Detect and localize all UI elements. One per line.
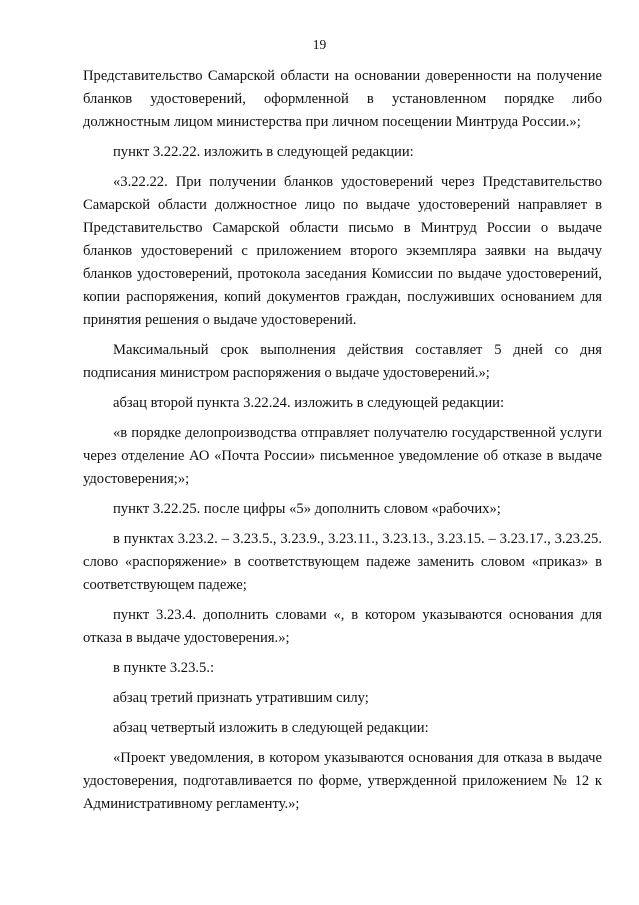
paragraph-fourth-abzac: абзац четвертый изложить в следующей редакции: bbox=[113, 720, 429, 736]
paragraph-notice-project: «Проект уведомления, в котором указываются основания для отказа в выдаче удостоверения, подготавливается по форме, утвержденной приложением № 12 к Административному регламенту.»; bbox=[83, 750, 602, 812]
paragraph-amendment-3-22-24: абзац второй пункта 3.22.24. изложить в следующей редакции: bbox=[113, 395, 505, 411]
paragraph-continuation: Представительство Самарской области на основании доверенности на получение бланков удостоверений, оформленной в установленном порядке либо должностным лицом министерства при личном посещении Минтруда России.»; bbox=[83, 68, 602, 130]
paragraph-amendment-3-23-4: пункт 3.23.4. дополнить словами «, в котором указываются основания для отказа в выдаче удостоверения.»; bbox=[83, 607, 602, 646]
paragraph-third-abzac: абзац третий признать утратившим силу; bbox=[113, 690, 369, 706]
paragraph-max-term: Максимальный срок выполнения действия составляет 5 дней со дня подписания министром распоряжения о выдаче удостоверений.»; bbox=[83, 342, 602, 381]
document-body bbox=[83, 65, 602, 823]
page-number: 19 bbox=[312, 37, 327, 52]
paragraph-amendment-3-23: в пунктах 3.23.2. – 3.23.5., 3.23.9., 3.23.11., 3.23.13., 3.23.15. – 3.23.17., 3.23.25. слово «распоряжение» в соответствующем падеже заменить словом «приказ» в соответствующем падеже; bbox=[83, 531, 602, 593]
paragraph-amendment-3-22-22: пункт 3.22.22. изложить в следующей редакции: bbox=[113, 144, 414, 160]
paragraph-3-22-24-text: «в порядке делопроизводства отправляет получателю государственной услуги через отделение АО «Почта России» письменное уведомление об отказе в выдаче удостоверения;»; bbox=[83, 425, 602, 487]
paragraph-3-22-22-text: «3.22.22. При получении бланков удостоверений через Представительство Самарской области должностное лицо по выдаче удостоверений направляет в Представительство Самарской области письмо в Минтруд России о выдаче бланков удостоверений с приложением второго экземпляра заявки на выдачу бланков удостоверений, протокола заседания Комиссии по выдаче удостоверений, копии распоряжения, копий документов граждан, послуживших основанием для принятия решения о выдаче удостоверений. bbox=[83, 174, 602, 328]
paragraph-amendment-3-22-25: пункт 3.22.25. после цифры «5» дополнить словом «рабочих»; bbox=[113, 501, 501, 517]
paragraph-amendment-3-23-5: в пункте 3.23.5.: bbox=[113, 660, 215, 676]
